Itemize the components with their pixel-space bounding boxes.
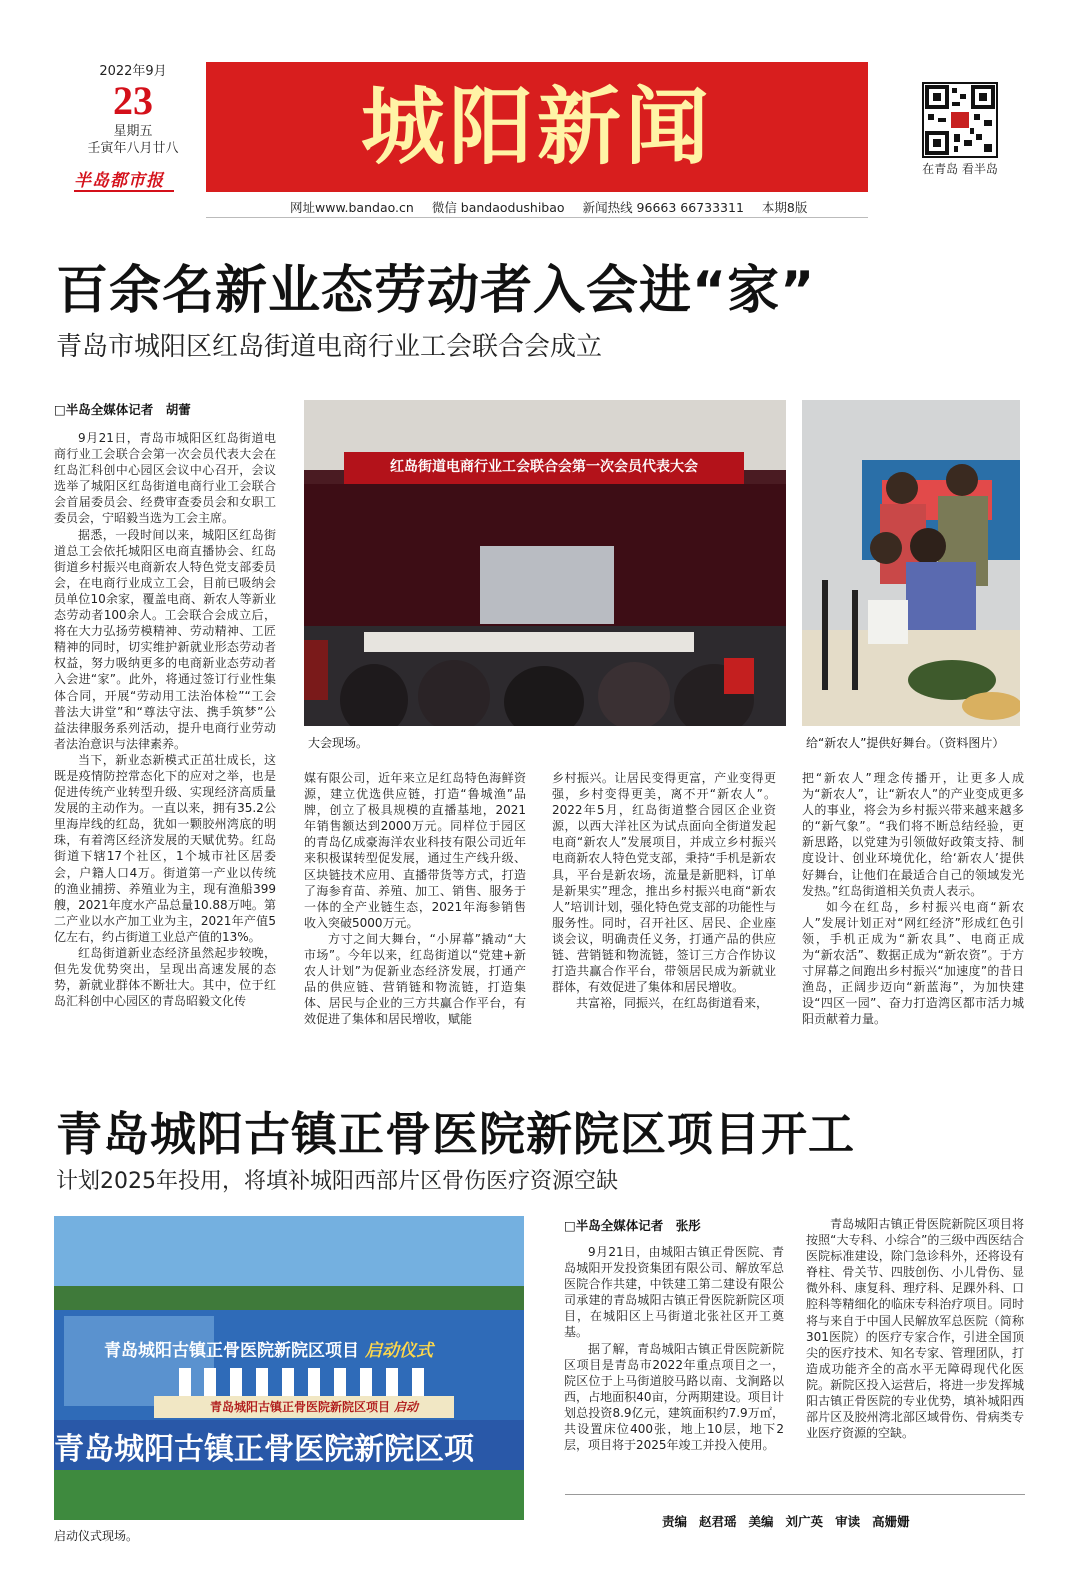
story2-photo-caption: 启动仪式现场。: [54, 1529, 139, 1543]
paragraph: 据悉，一段时间以来，城阳区红岛街道总工会依托城阳区电商直播协会、红岛街道乡村振兴电商新农人特色党支部委员会，在电商行业成立工会，目前已吸纳会员单位10余家，覆盖电商、新农人等新业态劳动者100余人。工会联合会成立后，将在大力弘扬劳模精神、劳动精神、工匠精神的同时，切实维护新就业形态劳动者权益，努力吸纳更多的电商新业态劳动者入会进“家”。此外，将通过签订行业性集体合同，开展“劳动用工法治体检”“工会普法大讲堂”和“尊法守法、携手筑梦”公益法律服务系列活动，提升电商行业劳动者法治意识与法律素养。: [54, 527, 276, 751]
ceremony-banner-text: [104, 1336, 464, 1361]
paragraph: 红岛街道新业态经济虽然起步较晚，但先发优势突出，呈现出高速发展的态势，新就业群体不断壮大。其中，位于红岛汇科创中心园区的青岛昭毅文化传: [54, 946, 276, 1009]
wechat-text: 微信 bandaodushibao: [431, 199, 565, 215]
contact-info-bar: [206, 196, 868, 218]
story1-column-1: [54, 430, 276, 1042]
ceremony-banner-script1: 启动仪式: [365, 1341, 433, 1361]
story2-subheadline: 计划2025年投用，将填补城阳西部片区骨伤医疗资源空缺: [56, 1169, 618, 1194]
paragraph: 据了解，青岛城阳古镇正骨医院新院区项目是青岛市2022年重点项目之一，院区位于上马街道胶马路以南、戈涧路以西，占地面积40亩，分两期建设。项目计划总投资8.9亿元，建筑面积约7.9万㎡，共设置床位400张，地上10层，地下2层，项目将于2025年竣工并投入使用。: [564, 1341, 784, 1453]
ceremony-backdrop-line: 青岛城阳古镇正骨医院新院区项目: [209, 1400, 390, 1414]
story1-headline: 百余名新业态劳动者入会进“家”: [56, 261, 816, 321]
issue-day: 23: [113, 78, 153, 123]
qr-tagline: 在青岛 看半岛: [922, 162, 998, 176]
footer-divider: [565, 1494, 1025, 1495]
issue-date: [78, 60, 188, 157]
ceremony-backdrop-script: 启动: [394, 1400, 419, 1414]
story1-column-4: [802, 770, 1024, 1042]
paragraph: 把“新农人”理念传播开，让更多人成为“新农人”，让“新农人”的产业变成更多人的事业，将会为乡村振兴带来越来越多的“新气象”。“我们将不断总结经验，更新思路，以党建为引领做好政策支持、制度设计、创业环境优化，给‘新农人’提供好舞台，让他们在最适合自己的领域发光发热。”红岛街道相关负责人表示。: [802, 771, 1024, 898]
paragraph: 如今在红岛，乡村振兴电商“新农人”发展计划正对“网红经济”形成红色引领，手机正成为“新农具”、电商正成为“新农活”、数据正成为“新农资”。于方寸屏幕之间跑出乡村振兴“加速度”的昔日渔岛，正阔步迈向“新蓝海”，为加快建设“四区一园”、奋力打造湾区都市活力城阳贡献着力量。: [802, 899, 1024, 1027]
ceremony-big-text: 青岛城阳古镇正骨医院新院区项: [54, 1432, 474, 1467]
story2-photo-ceremony: [54, 1216, 524, 1520]
designer-name: 刘广英: [785, 1514, 824, 1529]
ceremony-banner-line1: 青岛城阳古镇正骨医院新院区项目: [104, 1341, 359, 1361]
issue-year-month: 2022年9月: [99, 64, 167, 79]
story1-photo1-caption: 大会现场。: [308, 736, 369, 750]
paragraph: 当下，新业态新模式正茁壮成长，这既是疫情防控常态化下的应对之举，也是促进传统产业转型升级、实现经济高质量发展的主动作为。一直以来，拥有35.2公里海岸线的红岛，犹如一颗胶州湾底的明珠，有着湾区经济发展的天赋优势。红岛街道下辖17个社区，1个城市社区居委会，户籍人口4万。街道第一产业以传统的渔业捕捞、养殖业为主，现有渔船399艘，2021年度水产品总量10.88万吨。第二产业以水产加工业为主，2021年产值5亿左右，约占街道工业总产值的13%。: [54, 752, 276, 944]
hotline-text: 新闻热线 96663 66733311: [582, 199, 744, 215]
ceremony-backdrop-text: [164, 1398, 464, 1415]
story1-subheadline: 青岛市城阳区红岛街道电商行业工会联合会成立: [56, 332, 603, 362]
story1-photo-livestream: [802, 400, 1020, 726]
story1-column-3: [552, 770, 776, 1042]
designer-label: 美编: [748, 1514, 774, 1529]
editor-name: 赵君瑶: [699, 1514, 737, 1529]
page-count-text: 本期8版: [761, 199, 808, 215]
story2-byline: □半岛全媒体记者 张彤: [564, 1218, 701, 1233]
paragraph: 媒有限公司，近年来立足红岛特色海鲜资源，建立优选供应链，打造“鲁城渔”品牌，创立了极具规模的直播基地，2021年销售额达到2000万元。同样位于园区的青岛亿成豪海洋农业科技有限公司近年来积极谋转型促发展，通过生产线升级、区块链技术应用、直播带货等方式，打造了海参育苗、养殖、加工、销售、服务于一体的全产业链生态，2021年海参销售收入突破5000万元。: [304, 771, 526, 930]
proofreader-name: 高姗姗: [872, 1514, 910, 1529]
paragraph: 乡村振兴。让居民变得更富，产业变得更强，乡村变得更美，离不开“新农人”。2022年5月，红岛街道整合园区企业资源，以西大洋社区为试点面向全街道发起电商“新农人”发展项目，并成立乡村振兴电商新农人特色党支部，秉持“手机是新农具，平台是新农场，流量是新肥料，订单是新果实”理念，推出乡村振兴电商“新农人”培训计划，强化特色党支部的功能性与服务性。同时，召开社区、居民、企业座谈会议，明确责任义务，打通产品的供应链、营销链和物流链，签订三方合作协议打造共赢合作平台，带领居民成为新就业群体，有效促进了集体和居民增收。: [552, 771, 776, 995]
story1-byline: □半岛全媒体记者 胡蕾: [54, 402, 191, 417]
editorial-credits: [662, 1512, 1042, 1530]
masthead-title: 城阳新闻: [360, 77, 713, 176]
qr-code-icon: [922, 82, 998, 158]
editor-label: 责编: [662, 1514, 688, 1529]
issue-lunar-date: 壬寅年八月廿八: [87, 141, 179, 156]
issue-weekday: 星期五: [113, 124, 153, 139]
meeting-banner-text: 红岛街道电商行业工会联合会第一次会员代表大会: [390, 459, 698, 475]
proofreader-label: 审读: [835, 1514, 861, 1529]
story1-photo2-caption: 给“新农人”提供好舞台。（资料图片）: [806, 736, 1005, 750]
story2-column-1: [564, 1244, 784, 1484]
story1-photo-meeting: [304, 400, 786, 726]
paragraph: 青岛城阳古镇正骨医院新院区项目将按照“大专科、小综合”的三级中西医结合医院标准建设，除门急诊科外，还将设有脊柱、骨关节、四肢创伤、小儿骨伤、显微外科、康复科、理疗科、足踝外科、口腔科等精细化的临床专科治疗项目。同时将与来自于中国人民解放军总医院（简称301医院）的医疗专家合作，引进全国顶尖的医疗技术、知名专家、管理团队，打造成功能齐全的高水平无障碍现代化医院。新院区投入运营后，将进一步发挥城阳古镇正骨医院的专业优势，填补城阳西部片区及胶州湾北部区域骨伤、骨病类专业医疗资源的空缺。: [806, 1217, 1024, 1441]
paragraph: 9月21日，青岛市城阳区红岛街道电商行业工会联合会第一次会员代表大会在红岛汇科创中心园区会议中心召开，会议选举了城阳区红岛街道电商行业工会联合会首届委员会、经费审查委员会和女职工委员会，宁昭毅当选为工会主席。: [54, 431, 276, 526]
story2-column-2: [806, 1216, 1024, 1486]
paragraph: 共富裕，同振兴，在红岛街道看来，: [576, 996, 769, 1011]
paper-logo: 半岛都市报: [74, 166, 174, 192]
paragraph: 方寸之间大舞台，“小屏幕”撬动“大市场”。今年以来，红岛街道以“党建+新农人计划”为促新业态经济发展，打通产品的供应链、营销链和物流链，打造集体、居民与企业的三方共赢合作平台，有效促进了集体和居民增收，赋能: [304, 931, 526, 1027]
website-text: 网址www.bandao.cn: [290, 199, 414, 215]
story2-headline: 青岛城阳古镇正骨医院新院区项目开工: [56, 1107, 855, 1161]
story1-column-2: [304, 770, 526, 1042]
paragraph: 9月21日，由城阳古镇正骨医院、青岛城阳开发投资集团有限公司、解放军总医院合作共建，中铁建工第二建设有限公司承建的青岛城阳古镇正骨医院新院区项目，在城阳区上马街道北张社区开工奠基。: [564, 1245, 784, 1340]
